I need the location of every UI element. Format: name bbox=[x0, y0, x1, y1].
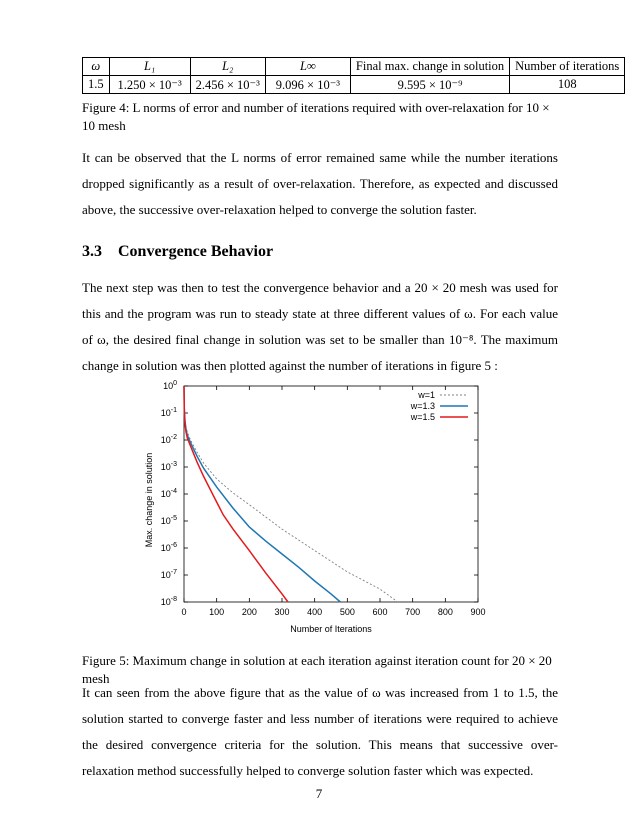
table-row bbox=[83, 76, 625, 94]
legend-label: w=1.3 bbox=[410, 401, 435, 411]
x-tick-label: 600 bbox=[372, 607, 388, 617]
y-tick-label: $10^{-4}$ bbox=[160, 488, 177, 499]
cell-iterations: 108 bbox=[510, 76, 625, 94]
x-tick-label: 0 bbox=[181, 607, 187, 617]
x-tick-label: 800 bbox=[437, 607, 453, 617]
y-tick-label: $10^{-8}$ bbox=[160, 596, 177, 607]
figure5-caption: Figure 5: Maximum change in solution at each iteration against iteration count for 20 × 20 mesh bbox=[82, 653, 552, 686]
x-tick-label: 500 bbox=[339, 607, 355, 617]
cell-omega: 1.5 bbox=[83, 76, 110, 94]
section-heading bbox=[82, 243, 273, 261]
x-tick-label: 700 bbox=[405, 607, 421, 617]
x-tick-label: 900 bbox=[470, 607, 486, 617]
y-axis-label: Max. change in solution bbox=[144, 452, 154, 548]
cell-final-change: 9.595 × 10⁻⁹ bbox=[350, 76, 509, 94]
legend bbox=[410, 390, 468, 422]
x-tick-label: 300 bbox=[274, 607, 290, 617]
x-axis-label: Number of Iterations bbox=[290, 624, 372, 634]
legend-label: w=1 bbox=[418, 390, 435, 400]
series-line-w-1-5 bbox=[184, 386, 288, 602]
y-tick-label: $10^{-1}$ bbox=[160, 407, 177, 418]
header-l2: L₂ bbox=[190, 58, 265, 76]
figure4-caption: Figure 4: L norms of error and number of iterations required with over-relaxation for 10 × 10 mesh bbox=[82, 100, 550, 133]
y-tick-label: $10^0$ bbox=[163, 380, 177, 391]
y-tick-label: $10^{-7}$ bbox=[160, 569, 177, 580]
series-lines bbox=[184, 386, 398, 602]
results-table bbox=[82, 57, 625, 94]
y-tick-label: $10^{-5}$ bbox=[160, 515, 177, 526]
page-number: 7 bbox=[315, 786, 323, 801]
series-line-w-1 bbox=[184, 386, 398, 602]
header-final-change: Final max. change in solution bbox=[350, 58, 509, 76]
section-title: Convergence Behavior bbox=[118, 243, 274, 260]
paragraph-3: It can seen from the above figure that as the value of ω was increased from 1 to 1.5, the solution started to converge faster and less number of iterations were required to achieve the desired convergence criteria for the solution. This means that successive over-relaxation method successfully helped to converge solution faster which was expected. bbox=[82, 685, 558, 778]
paragraph-2: The next step was then to test the convergence behavior and a 20 × 20 mesh was used for this and the program was run to steady state at three different values of ω. For each value of ω, the desired final change in solution was set to be smaller than 10⁻⁸. The maximum change in solution was then plotted against the number of iterations in figure 5 : bbox=[82, 280, 558, 373]
header-linf: L∞ bbox=[265, 58, 350, 76]
x-tick-label: 200 bbox=[241, 607, 257, 617]
cell-l1: 1.250 × 10⁻³ bbox=[109, 76, 190, 94]
header-l1: L₁ bbox=[109, 58, 190, 76]
y-tick-label: $10^{-2}$ bbox=[160, 434, 177, 445]
series-line-w-1-3 bbox=[184, 386, 340, 602]
header-iterations: Number of iterations bbox=[510, 58, 625, 76]
table-header-row bbox=[83, 58, 625, 76]
header-omega: ω bbox=[83, 58, 110, 76]
cell-l2: 2.456 × 10⁻³ bbox=[190, 76, 265, 94]
cell-linf: 9.096 × 10⁻³ bbox=[265, 76, 350, 94]
y-tick-label: $10^{-3}$ bbox=[160, 461, 177, 472]
section-number: 3.3 bbox=[82, 243, 102, 260]
y-tick-label: $10^{-6}$ bbox=[160, 542, 177, 553]
convergence-chart bbox=[130, 370, 510, 640]
x-tick-label: 100 bbox=[209, 607, 225, 617]
x-tick-label: 400 bbox=[307, 607, 323, 617]
paragraph-1: It can be observed that the L norms of error remained same while the number iterations dropped significantly as a result of over-relaxation. Therefore, as expected and discussed above, the successive over-relaxation helped to converge the solution faster. bbox=[82, 150, 558, 217]
legend-label: w=1.5 bbox=[410, 412, 435, 422]
